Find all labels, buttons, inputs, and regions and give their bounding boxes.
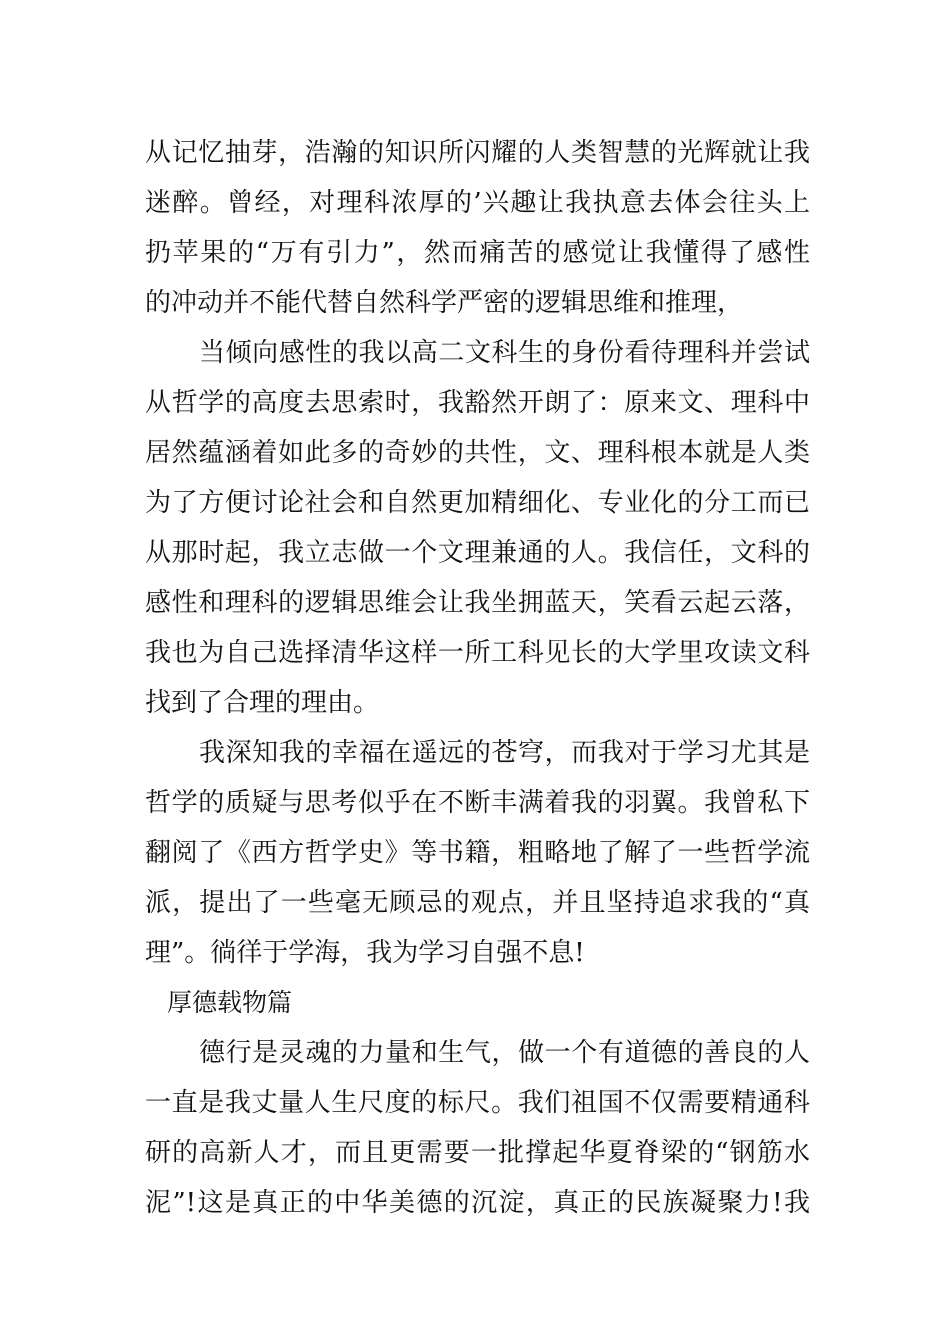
paragraph-4-line-2: 一直是我丈量人生尺度的标尺。我们祖国不仅需要精通科 — [145, 1088, 810, 1118]
document-body — [145, 128, 810, 1228]
paragraph-3-line-4: 派，提出了一些毫无顾忌的观点，并且坚持追求我的“真 — [145, 888, 810, 918]
paragraph-2-line-4: 为了方便讨论社会和自然更加精细化、专业化的分工而已 — [145, 488, 810, 518]
paragraph-1-line-2: 迷醉。曾经，对理科浓厚的’兴趣让我执意去体会往头上 — [145, 188, 810, 218]
paragraph-3-line-5: 理”。徜徉于学海，我为学习自强不息! — [145, 938, 585, 968]
paragraph-2-line-2: 从哲学的高度去思索时，我豁然开朗了：原来文、理科中 — [145, 388, 810, 418]
paragraph-3-line-2: 哲学的质疑与思考似乎在不断丰满着我的羽翼。我曾私下 — [145, 788, 810, 818]
paragraph-4-line-3: 研的高新人才，而且更需要一批撑起华夏脊梁的“钢筋水 — [145, 1138, 810, 1168]
paragraph-1-line-3: 扔苹果的“万有引力”，然而痛苦的感觉让我懂得了感性 — [145, 238, 810, 268]
paragraph-2-line-7: 我也为自己选择清华这样一所工科见长的大学里攻读文科 — [145, 638, 810, 668]
paragraph-2-line-6: 感性和理科的逻辑思维会让我坐拥蓝天，笑看云起云落， — [145, 588, 810, 618]
paragraph-3-line-3: 翻阅了《西方哲学史》等书籍，粗略地了解了一些哲学流 — [145, 838, 810, 868]
paragraph-2-line-3: 居然蕴涵着如此多的奇妙的共性，文、理科根本就是人类 — [145, 438, 810, 468]
paragraph-2-line-8: 找到了合理的理由。 — [145, 688, 380, 718]
paragraph-1-line-1: 从记忆抽芽，浩瀚的知识所闪耀的人类智慧的光辉就让我 — [145, 138, 810, 168]
paragraph-1-line-4: 的冲动并不能代替自然科学严密的逻辑思维和推理， — [145, 288, 744, 318]
paragraph-3-line-1: 我深知我的幸福在遥远的苍穹，而我对于学习尤其是 — [199, 738, 810, 768]
section-heading: 厚德载物篇 — [167, 988, 293, 1017]
paragraph-4-line-1: 德行是灵魂的力量和生气，做一个有道德的善良的人 — [199, 1038, 810, 1068]
paragraph-4-line-4: 泥”!这是真正的中华美德的沉淀，真正的民族凝聚力!我 — [145, 1188, 810, 1218]
paragraph-2-line-5: 从那时起，我立志做一个文理兼通的人。我信任，文科的 — [145, 538, 810, 568]
paragraph-2-line-1: 当倾向感性的我以高二文科生的身份看待理科并尝试 — [199, 338, 810, 368]
